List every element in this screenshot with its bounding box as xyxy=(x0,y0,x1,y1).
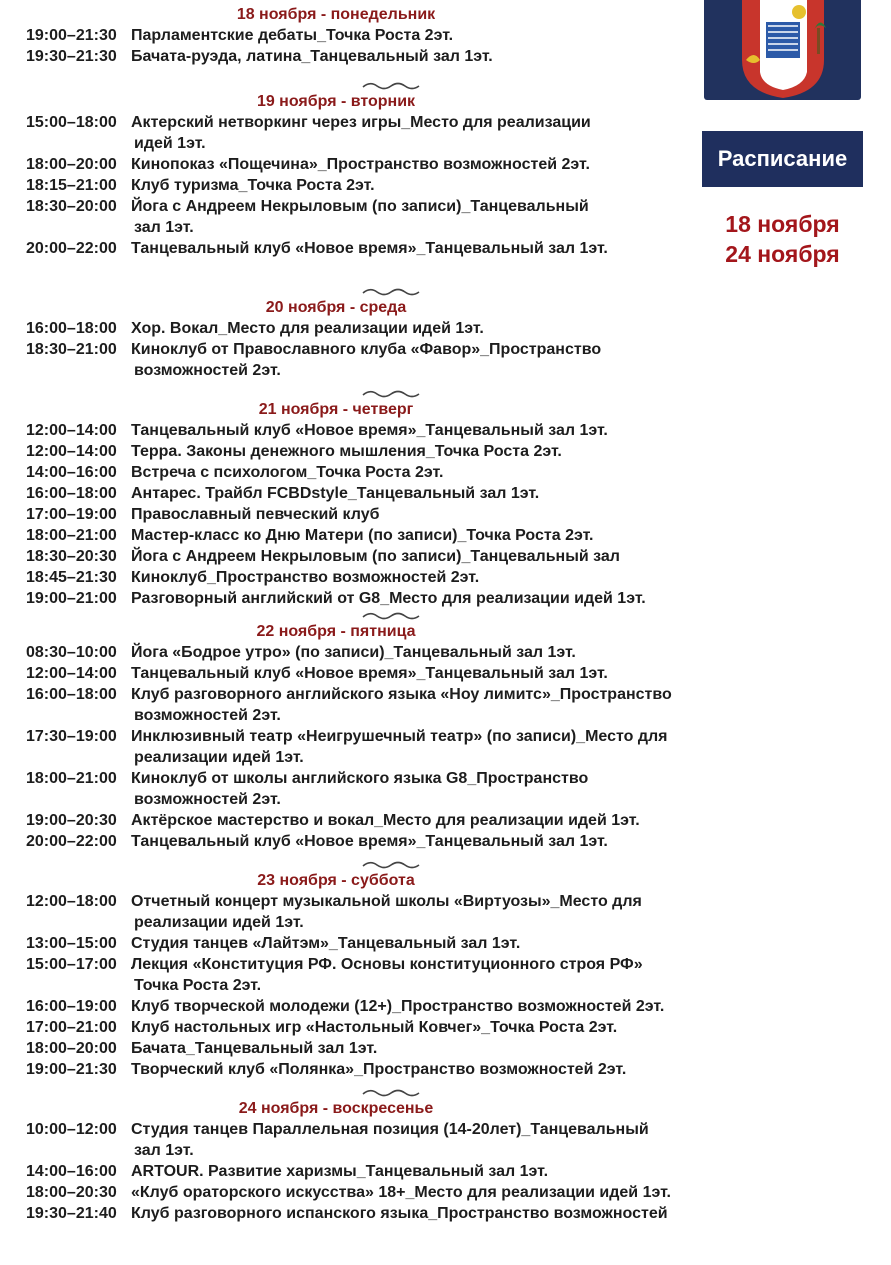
event-desc: Студия танцев «Лайтэм»_Танцевальный зал 1эт. xyxy=(131,935,521,952)
date-to: 24 ноября xyxy=(725,241,840,267)
event-desc: Инклюзивный театр «Неигрушечный театр» (по записи)_Место для xyxy=(131,728,668,745)
event-desc-cont: реализации идей 1эт. xyxy=(134,914,304,931)
event-row xyxy=(26,996,726,1017)
day-block-21 xyxy=(26,399,726,609)
day-heading: 20 ноября - среда xyxy=(265,299,407,316)
event-desc: Танцевальный клуб «Новое время»_Танцевальный зал 1эт. xyxy=(131,665,608,682)
event-row xyxy=(26,339,726,381)
event-time: 12:00–14:00 xyxy=(26,665,117,682)
event-desc-cont: Точка Роста 2эт. xyxy=(134,977,262,994)
event-desc-cont: реализации идей 1эт. xyxy=(134,749,304,766)
event-time: 17:00–21:00 xyxy=(26,1019,117,1036)
date-range xyxy=(702,209,863,269)
event-desc: Танцевальный клуб «Новое время»_Танцевальный зал 1эт. xyxy=(131,422,608,439)
event-row xyxy=(26,1119,726,1161)
event-time: 10:00–12:00 xyxy=(26,1121,117,1138)
event-row xyxy=(26,684,726,726)
event-time: 13:00–15:00 xyxy=(26,935,117,952)
event-row xyxy=(26,642,726,663)
event-desc: Творческий клуб «Полянка»_Пространство возможностей 2эт. xyxy=(131,1061,627,1078)
event-row xyxy=(26,25,726,46)
event-row xyxy=(26,954,726,996)
event-row xyxy=(26,1161,726,1182)
day-block-18 xyxy=(26,4,726,67)
event-row xyxy=(26,196,726,238)
event-desc: Йога с Андреем Некрыловым (по записи)_Танцевальный зал xyxy=(131,548,620,565)
event-row xyxy=(26,46,726,67)
event-row xyxy=(26,588,726,609)
event-row xyxy=(26,238,726,259)
event-time: 18:30–21:00 xyxy=(26,341,117,358)
day-block-19 xyxy=(26,91,726,259)
event-time: 16:00–18:00 xyxy=(26,686,117,703)
event-desc: Актёрское мастерство и вокал_Место для реализации идей 1эт. xyxy=(131,812,640,829)
event-desc-cont: возможностей 2эт. xyxy=(134,707,281,724)
event-row xyxy=(26,1059,726,1080)
event-time: 18:00–20:30 xyxy=(26,1184,117,1201)
event-desc: Йога с Андреем Некрыловым (по записи)_Танцевальный xyxy=(131,198,589,215)
event-time: 08:30–10:00 xyxy=(26,644,117,661)
event-time: 19:30–21:30 xyxy=(26,48,117,65)
event-desc-cont: возможностей 2эт. xyxy=(134,362,281,379)
event-row xyxy=(26,112,726,154)
event-row xyxy=(26,1182,726,1203)
wave-divider-icon xyxy=(361,611,421,621)
event-desc: Клуб туризма_Точка Роста 2эт. xyxy=(131,177,375,194)
event-desc: Лекция «Конституция РФ. Основы конституционного строя РФ» xyxy=(131,956,643,973)
event-row xyxy=(26,318,726,339)
event-time: 19:00–20:30 xyxy=(26,812,117,829)
event-time: 15:00–18:00 xyxy=(26,114,117,131)
event-desc: «Клуб ораторского искусства» 18+_Место для реализации идей 1эт. xyxy=(131,1184,671,1201)
event-row xyxy=(26,175,726,196)
event-desc: Клуб настольных игр «Настольный Ковчег»_Точка Роста 2эт. xyxy=(131,1019,618,1036)
day-heading: 24 ноября - воскресенье xyxy=(238,1100,434,1117)
event-time: 14:00–16:00 xyxy=(26,1163,117,1180)
event-desc-cont: зал 1эт. xyxy=(134,219,194,236)
day-heading: 18 ноября - понедельник xyxy=(236,6,436,23)
event-time: 12:00–14:00 xyxy=(26,443,117,460)
event-row xyxy=(26,933,726,954)
wave-divider-icon xyxy=(361,389,421,399)
event-time: 18:00–20:00 xyxy=(26,1040,117,1057)
event-time: 20:00–22:00 xyxy=(26,833,117,850)
day-heading: 23 ноября - суббота xyxy=(257,872,415,889)
event-desc: Бачата_Танцевальный зал 1эт. xyxy=(131,1040,378,1057)
event-desc: Йога «Бодрое утро» (по записи)_Танцевальный зал 1эт. xyxy=(131,644,576,661)
event-time: 14:00–16:00 xyxy=(26,464,117,481)
schedule-title-banner: Расписание xyxy=(702,131,863,187)
event-time: 18:00–20:00 xyxy=(26,156,117,173)
event-time: 18:00–21:00 xyxy=(26,527,117,544)
event-time: 18:00–21:00 xyxy=(26,770,117,787)
event-row xyxy=(26,483,726,504)
event-time: 19:00–21:30 xyxy=(26,27,117,44)
event-row xyxy=(26,504,726,525)
event-time: 17:00–19:00 xyxy=(26,506,117,523)
event-desc: Студия танцев Параллельная позиция (14-20лет)_Танцевальный xyxy=(131,1121,649,1138)
event-desc: Хор. Вокал_Место для реализации идей 1эт. xyxy=(131,320,484,337)
event-time: 19:00–21:30 xyxy=(26,1061,117,1078)
wave-divider-icon xyxy=(361,1088,421,1098)
event-desc: Антарес. Трайбл FCBDstyle_Танцевальный зал 1эт. xyxy=(131,485,540,502)
event-time: 19:30–21:40 xyxy=(26,1205,117,1222)
wave-divider-icon xyxy=(361,287,421,297)
day-block-22 xyxy=(26,621,726,852)
event-row xyxy=(26,546,726,567)
event-time: 20:00–22:00 xyxy=(26,240,117,257)
event-row xyxy=(26,1203,726,1224)
event-row xyxy=(26,441,726,462)
event-desc: Киноклуб от Православного клуба «Фавор»_Пространство xyxy=(131,341,602,358)
wave-divider-icon xyxy=(361,860,421,870)
event-row xyxy=(26,567,726,588)
day-heading: 22 ноября - пятница xyxy=(256,623,416,640)
day-heading: 21 ноября - четверг xyxy=(258,401,414,418)
event-row xyxy=(26,420,726,441)
event-desc: Киноклуб_Пространство возможностей 2эт. xyxy=(131,569,480,586)
day-block-23 xyxy=(26,870,726,1080)
event-desc: Клуб разговорного английского языка «Ноу лимитс»_Пространство xyxy=(131,686,672,703)
event-desc: Танцевальный клуб «Новое время»_Танцевальный зал 1эт. xyxy=(131,833,608,850)
event-time: 12:00–14:00 xyxy=(26,422,117,439)
event-row xyxy=(26,768,726,810)
event-desc: ARTOUR. Развитие харизмы_Танцевальный зал 1эт. xyxy=(131,1163,549,1180)
event-desc: Клуб разговорного испанского языка_Пространство возможностей xyxy=(131,1205,668,1222)
event-row xyxy=(26,154,726,175)
event-row xyxy=(26,525,726,546)
event-row xyxy=(26,891,726,933)
event-time: 16:00–18:00 xyxy=(26,320,117,337)
event-desc: Встреча с психологом_Точка Роста 2эт. xyxy=(131,464,444,481)
event-desc: Кинопоказ «Пощечина»_Пространство возможностей 2эт. xyxy=(131,156,590,173)
day-block-24 xyxy=(26,1098,726,1224)
event-time: 16:00–18:00 xyxy=(26,485,117,502)
event-time: 18:15–21:00 xyxy=(26,177,117,194)
event-time: 18:30–20:30 xyxy=(26,548,117,565)
event-time: 18:45–21:30 xyxy=(26,569,117,586)
wave-divider-icon xyxy=(361,81,421,91)
event-desc: Актерский нетворкинг через игры_Место для реализации xyxy=(131,114,591,131)
schedule xyxy=(26,4,726,1224)
event-row xyxy=(26,663,726,684)
event-time: 16:00–19:00 xyxy=(26,998,117,1015)
event-desc: Мастер-класс ко Дню Матери (по записи)_Точка Роста 2эт. xyxy=(131,527,594,544)
event-desc: Клуб творческой молодежи (12+)_Пространство возможностей 2эт. xyxy=(131,998,665,1015)
date-from: 18 ноября xyxy=(725,211,840,237)
event-time: 19:00–21:00 xyxy=(26,590,117,607)
coat-of-arms-icon xyxy=(704,0,861,100)
event-time: 17:30–19:00 xyxy=(26,728,117,745)
sidebar xyxy=(700,0,891,270)
event-desc: Парламентские дебаты_Точка Роста 2эт. xyxy=(131,27,454,44)
day-heading: 19 ноября - вторник xyxy=(256,93,416,110)
day-block-20 xyxy=(26,297,726,381)
event-row xyxy=(26,462,726,483)
event-desc: Православный певческий клуб xyxy=(131,506,380,523)
event-desc: Разговорный английский от G8_Место для реализации идей 1эт. xyxy=(131,590,646,607)
event-desc-cont: зал 1эт. xyxy=(134,1142,194,1159)
event-time: 18:30–20:00 xyxy=(26,198,117,215)
event-row xyxy=(26,1017,726,1038)
event-desc: Танцевальный клуб «Новое время»_Танцевальный зал 1эт. xyxy=(131,240,608,257)
event-row xyxy=(26,726,726,768)
event-desc: Киноклуб от школы английского языка G8_Пространство xyxy=(131,770,589,787)
event-time: 15:00–17:00 xyxy=(26,956,117,973)
event-desc: Бачата-руэда, латина_Танцевальный зал 1эт. xyxy=(131,48,493,65)
event-time: 12:00–18:00 xyxy=(26,893,117,910)
event-row xyxy=(26,1038,726,1059)
event-row xyxy=(26,810,726,831)
event-desc-cont: идей 1эт. xyxy=(134,135,206,152)
event-desc-cont: возможностей 2эт. xyxy=(134,791,281,808)
event-row xyxy=(26,831,726,852)
event-desc: Терра. Законы денежного мышления_Точка Роста 2эт. xyxy=(131,443,562,460)
event-desc: Отчетный концерт музыкальной школы «Виртуозы»_Место для xyxy=(131,893,642,910)
